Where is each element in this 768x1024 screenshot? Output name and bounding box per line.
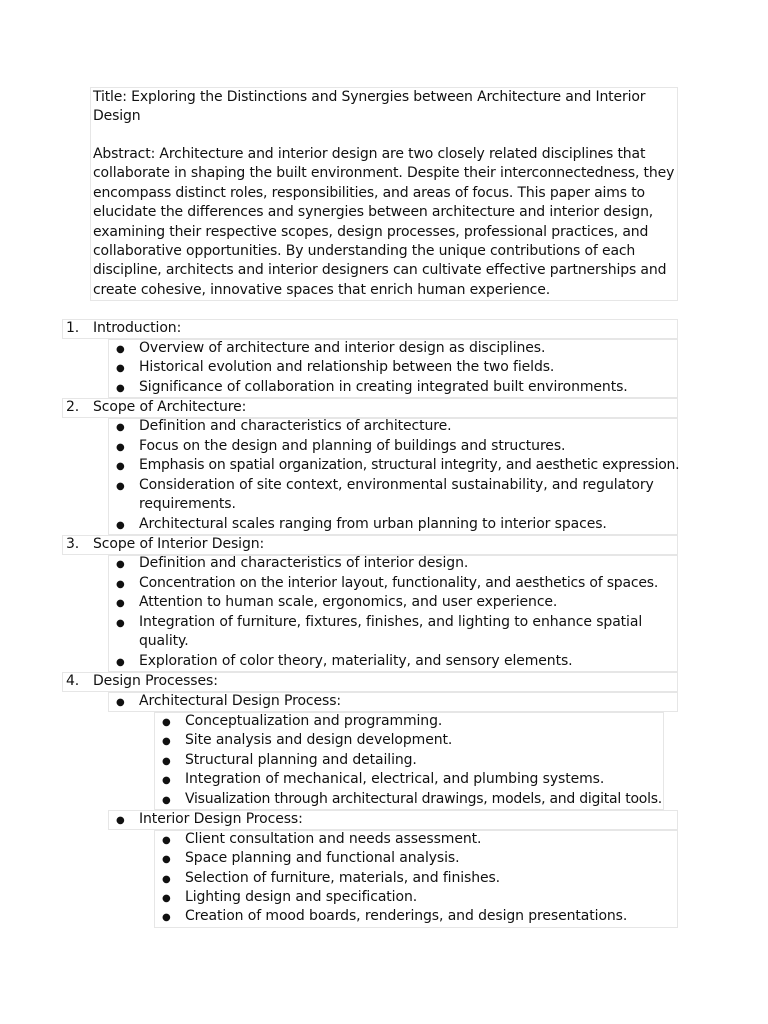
bullet-icon: ● bbox=[116, 618, 125, 629]
abstract-line: discipline, architects and interior designers can cultivate effective partnerships and bbox=[93, 262, 667, 279]
bullet-icon: ● bbox=[116, 442, 125, 453]
list-item: Visualization through architectural drawings, models, and digital tools. bbox=[185, 791, 662, 807]
bullet-icon: ● bbox=[116, 598, 125, 609]
bullet-icon: ● bbox=[116, 579, 125, 590]
bullet-icon: ● bbox=[116, 461, 125, 472]
section-number: 3. bbox=[66, 536, 80, 552]
list-item-continuation: quality. bbox=[139, 633, 189, 649]
bullet-icon: ● bbox=[116, 815, 125, 826]
list-item: Definition and characteristics of interior design. bbox=[139, 555, 469, 571]
section-number: 2. bbox=[66, 399, 80, 415]
abstract-line: create cohesive, innovative spaces that enrich human experience. bbox=[93, 281, 550, 298]
bullet-icon: ● bbox=[116, 344, 125, 355]
list-item: Attention to human scale, ergonomics, and user experience. bbox=[139, 594, 558, 610]
bullet-icon: ● bbox=[162, 835, 171, 846]
bullet-icon: ● bbox=[116, 520, 125, 531]
section-heading: Introduction: bbox=[93, 320, 182, 336]
list-item: Integration of furniture, fixtures, finishes, and lighting to enhance spatial bbox=[139, 614, 643, 630]
list-item: Emphasis on spatial organization, structural integrity, and aesthetic expression. bbox=[139, 457, 680, 473]
list-item: Structural planning and detailing. bbox=[185, 752, 417, 768]
bullet-icon: ● bbox=[116, 657, 125, 668]
bullet-icon: ● bbox=[116, 363, 125, 374]
bullet-icon: ● bbox=[162, 736, 171, 747]
bullet-icon: ● bbox=[162, 893, 171, 904]
list-item: Definition and characteristics of architecture. bbox=[139, 418, 452, 434]
title-line: Design bbox=[93, 108, 141, 125]
list-item: Consideration of site context, environmental sustainability, and regulatory bbox=[139, 477, 654, 493]
list-item: Site analysis and design development. bbox=[185, 732, 453, 748]
list-item: Conceptualization and programming. bbox=[185, 713, 443, 729]
bullet-icon: ● bbox=[162, 795, 171, 806]
list-item: Space planning and functional analysis. bbox=[185, 850, 460, 866]
title-line: Title: Exploring the Distinctions and Synergies between Architecture and Interior bbox=[93, 89, 646, 105]
abstract-line: elucidate the differences and synergies between architecture and interior design, bbox=[93, 204, 654, 221]
bullet-icon: ● bbox=[116, 422, 125, 433]
list-item: Overview of architecture and interior design as disciplines. bbox=[139, 340, 546, 356]
list-item: Exploration of color theory, materiality, and sensory elements. bbox=[139, 653, 573, 669]
section-heading: Scope of Interior Design: bbox=[93, 536, 265, 552]
bullet-icon: ● bbox=[162, 717, 171, 728]
list-item: Concentration on the interior layout, functionality, and aesthetics of spaces. bbox=[139, 575, 659, 591]
section-heading: Design Processes: bbox=[93, 673, 218, 689]
section-heading: Scope of Architecture: bbox=[93, 399, 247, 415]
list-item: Creation of mood boards, renderings, and design presentations. bbox=[185, 908, 628, 924]
bullet-icon: ● bbox=[162, 912, 171, 923]
list-item: Architectural scales ranging from urban planning to interior spaces. bbox=[139, 516, 607, 532]
list-item: Client consultation and needs assessment. bbox=[185, 831, 482, 847]
title bbox=[93, 88, 683, 127]
bullet-icon: ● bbox=[116, 559, 125, 570]
abstract-line: examining their respective scopes, design processes, professional practices, and bbox=[93, 223, 649, 240]
bullet-icon: ● bbox=[162, 756, 171, 767]
list-item: Lighting design and specification. bbox=[185, 889, 418, 905]
section-number: 4. bbox=[66, 673, 80, 689]
bullet-icon: ● bbox=[162, 775, 171, 786]
list-item: Historical evolution and relationship between the two fields. bbox=[139, 359, 555, 375]
abstract-line: Abstract: Architecture and interior design are two closely related disciplines that bbox=[93, 146, 646, 162]
abstract-line: collaborative opportunities. By understanding the unique contributions of each bbox=[93, 243, 636, 260]
bullet-icon: ● bbox=[116, 697, 125, 708]
list-item: Integration of mechanical, electrical, and plumbing systems. bbox=[185, 771, 605, 787]
abstract-line: encompass distinct roles, responsibilities, and areas of focus. This paper aims to bbox=[93, 184, 645, 201]
bullet-icon: ● bbox=[162, 854, 171, 865]
section-number: 1. bbox=[66, 320, 80, 336]
abstract-line: collaborate in shaping the built environment. Despite their interconnectedness, they bbox=[93, 165, 675, 182]
bullet-icon: ● bbox=[162, 874, 171, 885]
bullet-icon: ● bbox=[116, 383, 125, 394]
list-item: Selection of furniture, materials, and finishes. bbox=[185, 870, 501, 886]
subsection-heading: Interior Design Process: bbox=[139, 811, 303, 827]
list-item-continuation: requirements. bbox=[139, 496, 236, 512]
subsection-heading: Architectural Design Process: bbox=[139, 693, 342, 709]
abstract bbox=[93, 145, 683, 300]
bullet-icon: ● bbox=[116, 481, 125, 492]
list-item: Focus on the design and planning of buildings and structures. bbox=[139, 438, 566, 454]
list-item: Significance of collaboration in creating integrated built environments. bbox=[139, 379, 628, 395]
